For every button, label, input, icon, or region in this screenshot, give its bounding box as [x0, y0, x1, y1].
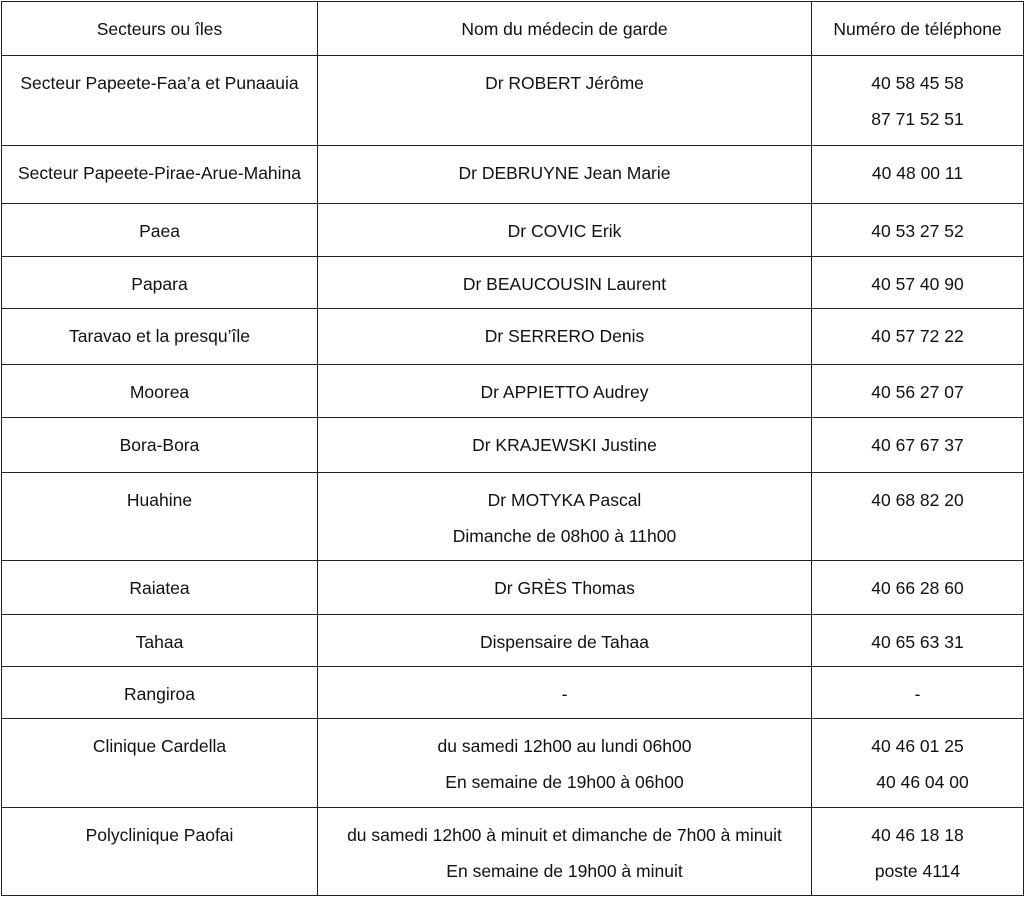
doctor-line: Dimanche de 08h00 à 11h00 — [452, 526, 677, 546]
phone-line: 40 67 67 37 — [871, 435, 964, 455]
phone-line: 40 46 18 18 — [871, 825, 964, 845]
table-row — [2, 56, 1024, 146]
cell-phone — [812, 257, 1024, 309]
table-row — [2, 204, 1024, 257]
phone-line: 40 66 28 60 — [871, 578, 964, 598]
phone-line: 40 46 01 25 — [871, 736, 964, 756]
table-row — [2, 257, 1024, 309]
cell-doctor — [318, 418, 812, 473]
cell-sector: Secteur Papeete-Pirae-Arue-Mahina — [2, 146, 318, 204]
cell-phone — [812, 365, 1024, 418]
cell-sector: Paea — [2, 204, 318, 257]
cell-phone — [812, 615, 1024, 667]
table-row — [2, 667, 1024, 719]
phone-line: 40 58 45 58 — [871, 73, 964, 93]
cell-phone — [812, 808, 1024, 896]
cell-sector: Clinique Cardella — [2, 719, 318, 808]
phone-line: - — [914, 684, 921, 704]
doctor-line: En semaine de 19h00 à minuit — [446, 861, 683, 881]
table-row — [2, 309, 1024, 365]
doctor-line: Dr KRAJEWSKI Justine — [472, 435, 657, 455]
doctor-line: du samedi 12h00 au lundi 06h00 — [437, 736, 692, 756]
cell-phone — [812, 146, 1024, 204]
table-row — [2, 473, 1024, 561]
doctor-line: - — [561, 684, 568, 704]
cell-doctor — [318, 808, 812, 896]
cell-phone — [812, 719, 1024, 808]
cell-sector: Rangiroa — [2, 667, 318, 719]
cell-sector: Tahaa — [2, 615, 318, 667]
cell-phone — [812, 309, 1024, 365]
table-row — [2, 808, 1024, 896]
cell-sector: Moorea — [2, 365, 318, 418]
cell-sector: Raiatea — [2, 561, 318, 615]
header-sector: Secteurs ou îles — [2, 2, 318, 56]
doctor-line: Dr SERRERO Denis — [484, 326, 645, 346]
cell-doctor — [318, 719, 812, 808]
header-doctor: Nom du médecin de garde — [318, 2, 812, 56]
cell-sector: Huahine — [2, 473, 318, 561]
cell-doctor — [318, 365, 812, 418]
doctor-line: du samedi 12h00 à minuit et dimanche de 7h00 à minuit — [347, 825, 782, 845]
cell-sector: Papara — [2, 257, 318, 309]
phone-line: 87 71 52 51 — [871, 109, 964, 129]
cell-phone — [812, 56, 1024, 146]
header-phone: Numéro de téléphone — [812, 2, 1024, 56]
cell-doctor — [318, 667, 812, 719]
cell-sector: Bora-Bora — [2, 418, 318, 473]
doctor-line: Dr BEAUCOUSIN Laurent — [462, 274, 667, 294]
cell-doctor — [318, 56, 812, 146]
table-row — [2, 615, 1024, 667]
phone-line: poste 4114 — [874, 861, 961, 881]
cell-phone — [812, 473, 1024, 561]
cell-phone — [812, 204, 1024, 257]
cell-doctor — [318, 561, 812, 615]
on-call-doctors-table — [1, 1, 1024, 896]
cell-phone — [812, 418, 1024, 473]
phone-line: 40 57 72 22 — [871, 326, 964, 346]
doctor-line: Dispensaire de Tahaa — [480, 632, 649, 652]
phone-line: 40 48 00 11 — [871, 163, 964, 183]
doctor-line: Dr MOTYKA Pascal — [487, 490, 642, 510]
table-row — [2, 561, 1024, 615]
phone-line: 40 65 63 31 — [871, 632, 964, 652]
cell-doctor — [318, 146, 812, 204]
table-header-row — [2, 2, 1024, 56]
doctor-line: Dr DEBRUYNE Jean Marie — [458, 163, 671, 183]
cell-doctor — [318, 309, 812, 365]
phone-line: 40 46 04 00 — [876, 772, 969, 792]
cell-sector: Secteur Papeete-Faa’a et Punaauia — [2, 56, 318, 146]
doctor-line: Dr GRÈS Thomas — [494, 578, 635, 598]
table-row — [2, 146, 1024, 204]
doctor-line: En semaine de 19h00 à 06h00 — [445, 772, 684, 792]
cell-phone — [812, 667, 1024, 719]
phone-line: 40 57 40 90 — [871, 274, 964, 294]
cell-phone — [812, 561, 1024, 615]
cell-doctor — [318, 204, 812, 257]
cell-sector: Taravao et la presqu’île — [2, 309, 318, 365]
table-row — [2, 365, 1024, 418]
phone-line: 40 56 27 07 — [871, 382, 964, 402]
cell-doctor — [318, 615, 812, 667]
cell-doctor — [318, 473, 812, 561]
phone-line: 40 53 27 52 — [871, 221, 964, 241]
table-row — [2, 719, 1024, 808]
table-row — [2, 418, 1024, 473]
cell-doctor — [318, 257, 812, 309]
doctor-line: Dr COVIC Erik — [507, 221, 622, 241]
doctor-line: Dr APPIETTO Audrey — [480, 382, 649, 402]
cell-sector: Polyclinique Paofai — [2, 808, 318, 896]
doctor-line: Dr ROBERT Jérôme — [485, 73, 644, 93]
phone-line: 40 68 82 20 — [871, 490, 964, 510]
